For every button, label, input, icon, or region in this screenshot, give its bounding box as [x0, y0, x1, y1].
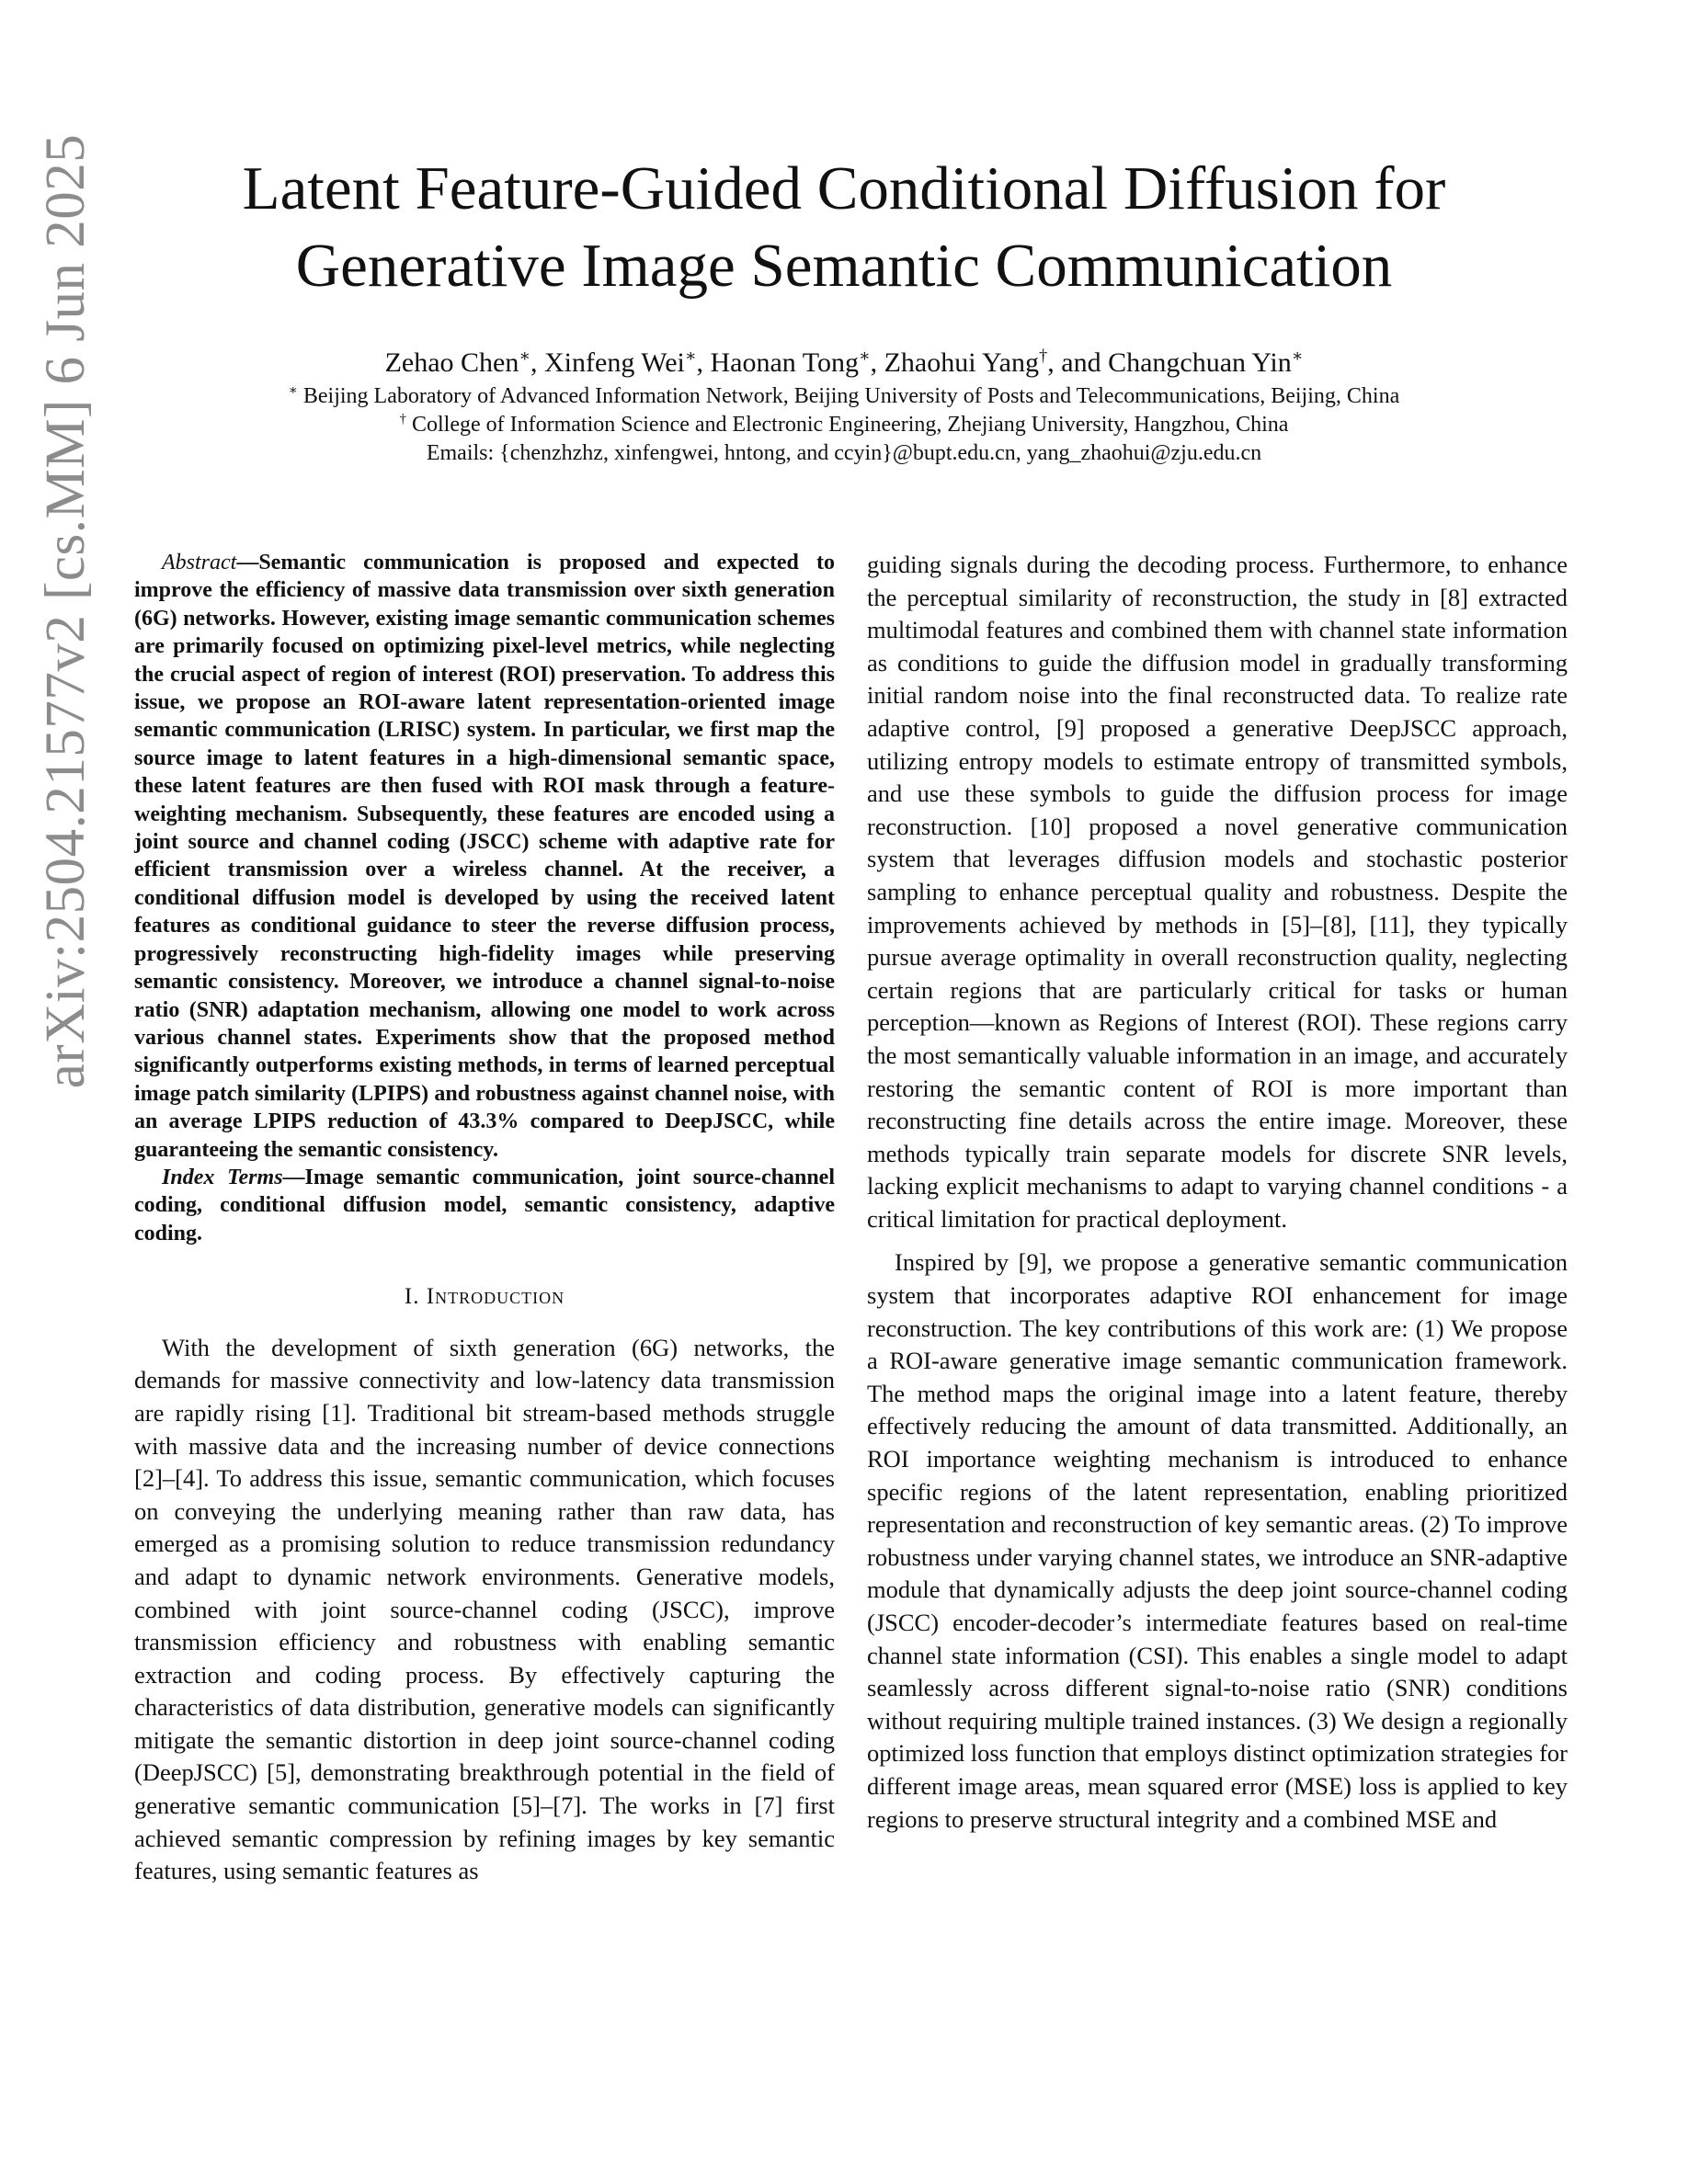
affiliation-mark: ∗	[684, 346, 697, 366]
affiliation-1	[138, 382, 1550, 410]
affiliation-mark: ∗	[1291, 346, 1304, 366]
affiliation-mark: ∗	[288, 383, 298, 399]
section-heading-introduction: I. Introduction	[404, 1284, 565, 1310]
affiliation-mark: †	[1038, 346, 1048, 366]
author-name: , and Changchuan Yin	[1047, 347, 1292, 378]
index-terms-text: —Image semantic communication, joint source-channel coding, conditional diffusion model, semantic consistency, adaptive coding.	[134, 1165, 836, 1246]
affiliation-text: Beijing Laboratory of Advanced Information Network, Beijing University of Posts and Telecommunications, Beijing, China	[297, 384, 1400, 408]
abstract-text: Semantic communication is proposed and expected to improve the efficiency of massive data transmission over sixth generation (6G) networks. However, existing image semantic communication schemes are primarily focused on optimizing pixel-level metrics, while neglecting the crucial aspect of region of interest (ROI) preservation. To address this issue, we propose an ROI-aware latent representation-oriented image semantic communication (LRISC) system. In particular, we first map the source image to latent features in a high-dimensional semantic space, these latent features are then fused with ROI mask through a feature-weighting mechanism. Subsequently, these features are encoded using a joint source and channel coding (JSCC) scheme with adaptive rate for efficient transmission over a wireless channel. At the receiver, a conditional diffusion model is developed by using the received latent features as conditional guidance to steer the reverse diffusion process, progressively reconstructing high-fidelity images while preserving semantic consistency. Moreover, we introduce a channel signal-to-noise ratio (SNR) adaptation mechanism, allowing one model to work across various channel states. Experiments show that the proposed method significantly outperforms existing methods, in terms of learned perceptual image patch similarity (LPIPS) and robustness against channel noise, with an average LPIPS reduction of 43.3% compared to DeepJSCC, while guaranteeing the semantic consistency.	[134, 551, 835, 1162]
arxiv-identifier-stamp: arXiv:2504.21577v2 [cs.MM] 6 Jun 2025	[35, 133, 97, 1089]
title-line-1: Latent Feature-Guided Conditional Diffusion for	[242, 154, 1446, 222]
abstract	[134, 549, 835, 1164]
affiliation-text: College of Information Science and Electronic Engineering, Zhejiang University, Hangzhou, China	[405, 413, 1289, 437]
author-name: , Haonan Tong	[696, 347, 859, 378]
intro-paragraph-2: Inspired by [9], we propose a generative semantic communication system that incorporates adaptive ROI enhancement for image reconstruction. The key contributions of this work are: (1) We propose a ROI-aware generative image semantic communication framework. The method maps the original image into a latent feature, thereby effectively reducing the amount of data transmitted. Additionally, an ROI importance weighting mechanism is introduced to enhance specific regions of the latent representation, enabling prioritized representation and reconstruction of key semantic areas. (2) To improve robustness under varying channel states, we introduce an SNR-adaptive module that dynamically adjusts the deep joint source-channel coding (JSCC) encoder-decoder’s intermediate features based on real-time channel state information (CSI). This enables a single model to adapt seamlessly across different signal-to-noise ratio (SNR) conditions without requiring multiple trained instances. (3) We design a regionally optimized loss function that employs distinct optimization strategies for different image areas, mean squared error (MSE) loss is applied to key regions to preserve structural integrity and a combined MSE and	[867, 1248, 1568, 1833]
author-emails: Emails: {chenzhzhz, xinfengwei, hntong, and ccyin}@bupt.edu.cn, yang_zhaohui@zju.edu.cn	[426, 441, 1262, 465]
abstract-label: Abstract—	[162, 551, 259, 574]
author-name: , Xinfeng Wei	[530, 347, 685, 378]
affiliation-mark: ∗	[519, 346, 531, 366]
affiliation-2	[138, 411, 1550, 438]
author-name: Zehao Chen	[384, 347, 519, 378]
author-name: , Zhaohui Yang	[870, 347, 1039, 378]
index-terms	[134, 1164, 835, 1247]
right-column	[867, 549, 1568, 1836]
affiliation-mark: ∗	[858, 346, 871, 366]
paper-title	[138, 150, 1550, 304]
title-line-2: Generative Image Semantic Communication	[295, 232, 1393, 300]
author-list	[138, 346, 1550, 381]
intro-paragraph-1-continued: guiding signals during the decoding process. Furthermore, to enhance the perceptual similarity of reconstruction, the study in [8] extracted multimodal features and combined them with channel state information as conditions to guide the diffusion model in gradually transforming initial random noise into the final reconstructed data. To realize rate adaptive control, [9] proposed a generative DeepJSCC approach, utilizing entropy models to estimate entropy of transmitted symbols, and use these symbols to guide the diffusion process for image reconstruction. [10] proposed a novel generative communication system that leverages diffusion models and stochastic posterior sampling to enhance perceptual quality and robustness. Despite the improvements achieved by methods in [5]–[8], [11], they typically pursue average optimality in overall reconstruction quality, neglecting certain regions that are particularly critical for tasks or human perception—known as Regions of Interest (ROI). These regions carry the most semantically valuable information in an image, and accurately restoring the semantic content of ROI is more important than reconstructing fine details across the entire image. Moreover, these methods typically train separate models for discrete SNR levels, lacking explicit mechanisms to adapt to varying channel conditions - a critical limitation for practical deployment.	[867, 551, 1568, 1233]
left-column	[134, 549, 835, 1888]
intro-paragraph-1: With the development of sixth generation (6G) networks, the demands for massive connectivity and low-latency data transmission are rapidly rising [1]. Traditional bit stream-based methods struggle with massive data and the increasing number of device connections [2]–[4]. To address this issue, semantic communication, which focuses on conveying the underlying meaning rather than raw data, has emerged as a promising solution to reduce transmission redundancy and adapt to dynamic network environments. Generative models, combined with joint source-channel coding (JSCC), improve transmission efficiency and robustness with enabling semantic extraction and coding process. By effectively capturing the characteristics of data distribution, generative models can significantly mitigate the semantic distortion in deep joint source-channel coding (DeepJSCC) [5], demonstrating breakthrough potential in the field of generative semantic communication [5]–[7]. The works in [7] first achieved semantic compression by refining images by key semantic features, using semantic features as	[134, 1333, 835, 1885]
index-terms-label: Index Terms	[162, 1165, 283, 1189]
affiliation-mark: †	[399, 412, 406, 427]
